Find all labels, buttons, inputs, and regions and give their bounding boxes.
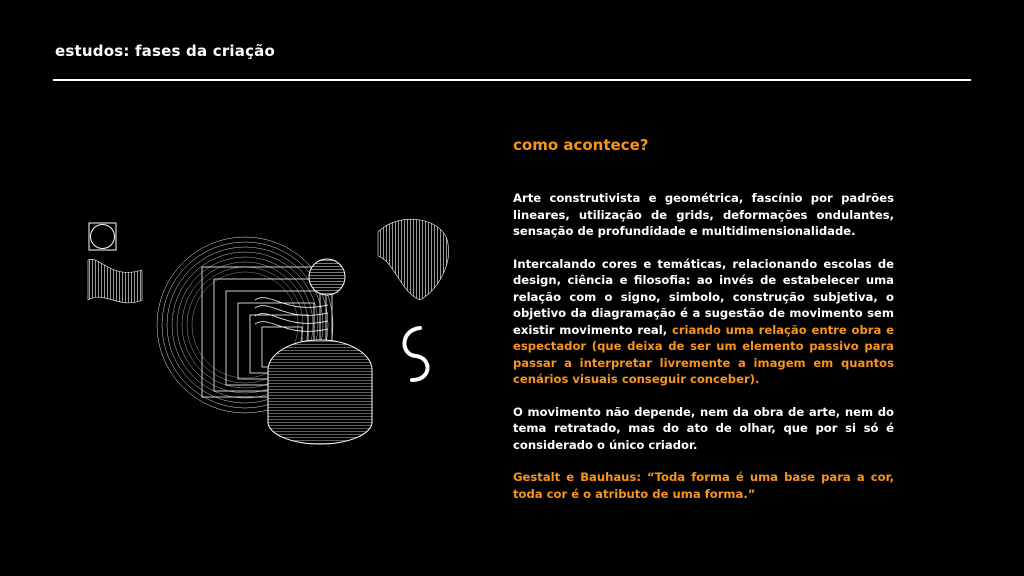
paragraph-2	[513, 256, 894, 388]
geometric-line-art-illustration	[80, 200, 460, 460]
header-divider	[53, 79, 971, 81]
section-heading: como acontece?	[513, 136, 649, 154]
sphere-icon	[309, 259, 345, 295]
paragraph-1: Arte construtivista e geométrica, fascínio por padrões lineares, utilização de grids, deformações ondulantes, sensação de profundidade e multidimensionalidade.	[513, 191, 894, 238]
paragraph-2-accent: criando uma relação entre obra e espectador (que deixa de ser um elemento passivo para passar a interpretar livremente a imagem em quantos cenários visuais conseguir conceber).	[513, 322, 895, 386]
quote-paragraph: Gestalt e Bauhaus: “Toda forma é uma base para a cor, toda cor é o atributo de uma forma.”	[513, 470, 894, 501]
dome-shape-icon	[268, 340, 372, 444]
circle-in-square-icon	[89, 223, 116, 250]
page-title: estudos: fases da criação	[55, 42, 275, 60]
s-curve-icon	[404, 328, 427, 380]
paragraph-3: O movimento não depende, nem da obra de arte, nem do tema retratado, mas do ato de olhar, que por si só é considerado o único criador.	[513, 404, 894, 452]
wave-shape-icon	[88, 259, 142, 303]
shell-shape-icon	[378, 219, 449, 300]
paragraph-2-text: Intercalando cores e temáticas, relacionando escolas de design, ciência e filosofia: ao invés de estabelecer uma relação com o signo, simbolo, construção subjetiva, o objetivo da diagramação é a sugestão de movimento sem existir movimento real,	[513, 256, 894, 337]
text-column	[513, 136, 894, 518]
